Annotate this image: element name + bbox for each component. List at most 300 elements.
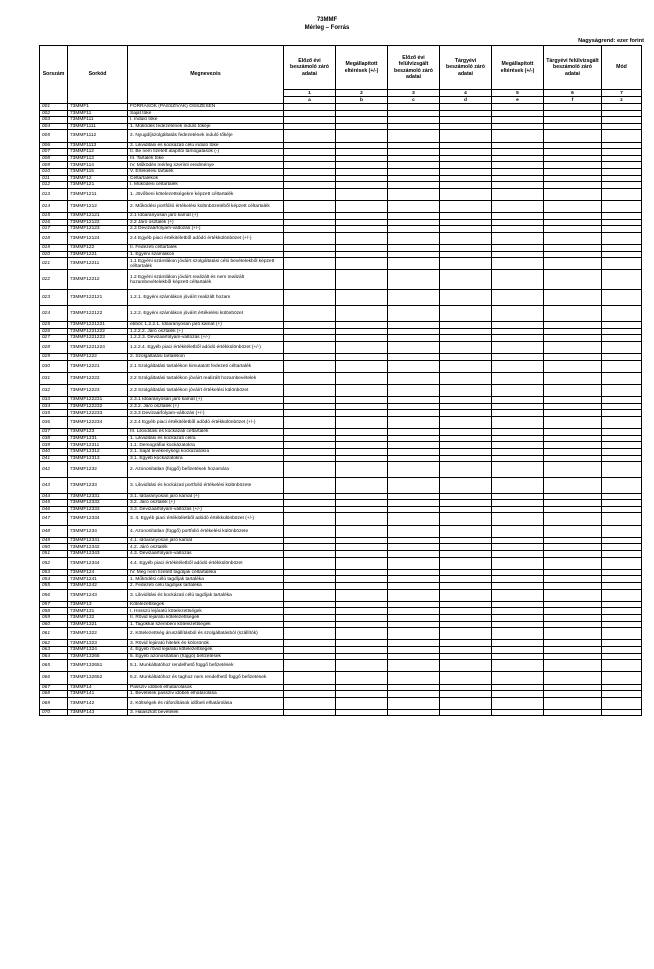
value-cell-7[interactable] [602, 130, 642, 142]
value-cell-6[interactable] [544, 569, 602, 576]
value-cell-7[interactable] [602, 341, 642, 353]
value-cell-6[interactable] [544, 697, 602, 709]
value-cell-5[interactable] [492, 270, 544, 290]
value-cell-5[interactable] [492, 123, 544, 130]
value-cell-2[interactable] [336, 477, 388, 493]
value-cell-2[interactable] [336, 448, 388, 455]
value-cell-6[interactable] [544, 142, 602, 149]
value-cell-4[interactable] [440, 448, 492, 455]
value-cell-4[interactable] [440, 175, 492, 182]
value-cell-3[interactable] [388, 123, 440, 130]
value-cell-5[interactable] [492, 525, 544, 537]
value-cell-7[interactable] [602, 672, 642, 684]
value-cell-5[interactable] [492, 691, 544, 698]
value-cell-1[interactable] [284, 506, 336, 513]
value-cell-1[interactable] [284, 621, 336, 628]
value-cell-7[interactable] [602, 601, 642, 608]
value-cell-7[interactable] [602, 435, 642, 442]
value-cell-4[interactable] [440, 258, 492, 270]
value-cell-7[interactable] [602, 525, 642, 537]
value-cell-6[interactable] [544, 462, 602, 478]
value-cell-1[interactable] [284, 123, 336, 130]
value-cell-2[interactable] [336, 341, 388, 353]
value-cell-6[interactable] [544, 130, 602, 142]
value-cell-3[interactable] [388, 290, 440, 306]
value-cell-2[interactable] [336, 155, 388, 162]
value-cell-5[interactable] [492, 684, 544, 691]
value-cell-3[interactable] [388, 251, 440, 258]
value-cell-2[interactable] [336, 104, 388, 111]
value-cell-4[interactable] [440, 525, 492, 537]
value-cell-4[interactable] [440, 601, 492, 608]
value-cell-6[interactable] [544, 551, 602, 558]
value-cell-6[interactable] [544, 537, 602, 544]
value-cell-6[interactable] [544, 709, 602, 716]
value-cell-7[interactable] [602, 589, 642, 601]
value-cell-2[interactable] [336, 213, 388, 220]
value-cell-5[interactable] [492, 583, 544, 590]
value-cell-2[interactable] [336, 442, 388, 449]
value-cell-3[interactable] [388, 360, 440, 372]
value-cell-4[interactable] [440, 232, 492, 244]
value-cell-7[interactable] [602, 245, 642, 252]
value-cell-4[interactable] [440, 123, 492, 130]
value-cell-4[interactable] [440, 162, 492, 169]
value-cell-7[interactable] [602, 493, 642, 500]
value-cell-5[interactable] [492, 557, 544, 569]
value-cell-6[interactable] [544, 372, 602, 384]
value-cell-1[interactable] [284, 557, 336, 569]
value-cell-6[interactable] [544, 416, 602, 428]
value-cell-4[interactable] [440, 416, 492, 428]
value-cell-2[interactable] [336, 188, 388, 200]
value-cell-6[interactable] [544, 660, 602, 672]
value-cell-6[interactable] [544, 691, 602, 698]
value-cell-1[interactable] [284, 360, 336, 372]
value-cell-4[interactable] [440, 200, 492, 212]
value-cell-5[interactable] [492, 142, 544, 149]
value-cell-6[interactable] [544, 589, 602, 601]
value-cell-4[interactable] [440, 270, 492, 290]
value-cell-1[interactable] [284, 525, 336, 537]
value-cell-5[interactable] [492, 601, 544, 608]
value-cell-7[interactable] [602, 155, 642, 162]
value-cell-6[interactable] [544, 328, 602, 335]
value-cell-1[interactable] [284, 500, 336, 507]
value-cell-6[interactable] [544, 175, 602, 182]
value-cell-5[interactable] [492, 341, 544, 353]
value-cell-3[interactable] [388, 403, 440, 410]
value-cell-4[interactable] [440, 251, 492, 258]
value-cell-7[interactable] [602, 557, 642, 569]
value-cell-3[interactable] [388, 200, 440, 212]
value-cell-7[interactable] [602, 551, 642, 558]
value-cell-2[interactable] [336, 162, 388, 169]
value-cell-7[interactable] [602, 513, 642, 525]
value-cell-1[interactable] [284, 117, 336, 124]
value-cell-3[interactable] [388, 270, 440, 290]
value-cell-3[interactable] [388, 341, 440, 353]
value-cell-7[interactable] [602, 477, 642, 493]
value-cell-3[interactable] [388, 621, 440, 628]
value-cell-1[interactable] [284, 341, 336, 353]
value-cell-6[interactable] [544, 403, 602, 410]
value-cell-3[interactable] [388, 306, 440, 322]
value-cell-2[interactable] [336, 500, 388, 507]
value-cell-1[interactable] [284, 168, 336, 175]
value-cell-7[interactable] [602, 258, 642, 270]
value-cell-5[interactable] [492, 448, 544, 455]
value-cell-1[interactable] [284, 709, 336, 716]
value-cell-2[interactable] [336, 525, 388, 537]
value-cell-1[interactable] [284, 155, 336, 162]
value-cell-5[interactable] [492, 372, 544, 384]
value-cell-2[interactable] [336, 537, 388, 544]
value-cell-2[interactable] [336, 672, 388, 684]
value-cell-3[interactable] [388, 117, 440, 124]
value-cell-7[interactable] [602, 614, 642, 621]
value-cell-1[interactable] [284, 493, 336, 500]
value-cell-2[interactable] [336, 640, 388, 647]
value-cell-1[interactable] [284, 258, 336, 270]
value-cell-6[interactable] [544, 226, 602, 233]
value-cell-1[interactable] [284, 448, 336, 455]
value-cell-2[interactable] [336, 328, 388, 335]
value-cell-2[interactable] [336, 335, 388, 342]
value-cell-2[interactable] [336, 232, 388, 244]
value-cell-7[interactable] [602, 583, 642, 590]
value-cell-1[interactable] [284, 583, 336, 590]
value-cell-3[interactable] [388, 477, 440, 493]
value-cell-6[interactable] [544, 149, 602, 156]
value-cell-2[interactable] [336, 168, 388, 175]
value-cell-2[interactable] [336, 455, 388, 462]
value-cell-1[interactable] [284, 462, 336, 478]
value-cell-6[interactable] [544, 601, 602, 608]
value-cell-1[interactable] [284, 245, 336, 252]
value-cell-4[interactable] [440, 397, 492, 404]
value-cell-5[interactable] [492, 104, 544, 111]
value-cell-2[interactable] [336, 290, 388, 306]
value-cell-1[interactable] [284, 104, 336, 111]
value-cell-3[interactable] [388, 429, 440, 436]
value-cell-2[interactable] [336, 506, 388, 513]
value-cell-4[interactable] [440, 306, 492, 322]
value-cell-7[interactable] [602, 117, 642, 124]
value-cell-4[interactable] [440, 628, 492, 640]
value-cell-4[interactable] [440, 341, 492, 353]
value-cell-3[interactable] [388, 684, 440, 691]
value-cell-2[interactable] [336, 354, 388, 361]
value-cell-7[interactable] [602, 397, 642, 404]
value-cell-3[interactable] [388, 576, 440, 583]
value-cell-3[interactable] [388, 448, 440, 455]
value-cell-1[interactable] [284, 672, 336, 684]
value-cell-7[interactable] [602, 188, 642, 200]
value-cell-4[interactable] [440, 403, 492, 410]
value-cell-2[interactable] [336, 628, 388, 640]
value-cell-5[interactable] [492, 551, 544, 558]
value-cell-1[interactable] [284, 435, 336, 442]
value-cell-7[interactable] [602, 354, 642, 361]
value-cell-3[interactable] [388, 110, 440, 117]
value-cell-7[interactable] [602, 213, 642, 220]
value-cell-6[interactable] [544, 384, 602, 396]
value-cell-5[interactable] [492, 569, 544, 576]
value-cell-5[interactable] [492, 493, 544, 500]
value-cell-3[interactable] [388, 182, 440, 189]
value-cell-1[interactable] [284, 372, 336, 384]
value-cell-3[interactable] [388, 188, 440, 200]
value-cell-2[interactable] [336, 601, 388, 608]
value-cell-1[interactable] [284, 328, 336, 335]
value-cell-7[interactable] [602, 200, 642, 212]
value-cell-6[interactable] [544, 513, 602, 525]
value-cell-6[interactable] [544, 290, 602, 306]
value-cell-3[interactable] [388, 162, 440, 169]
value-cell-6[interactable] [544, 110, 602, 117]
value-cell-7[interactable] [602, 182, 642, 189]
value-cell-4[interactable] [440, 226, 492, 233]
value-cell-6[interactable] [544, 397, 602, 404]
value-cell-2[interactable] [336, 589, 388, 601]
value-cell-1[interactable] [284, 646, 336, 653]
value-cell-4[interactable] [440, 110, 492, 117]
value-cell-1[interactable] [284, 290, 336, 306]
value-cell-6[interactable] [544, 335, 602, 342]
value-cell-1[interactable] [284, 162, 336, 169]
value-cell-3[interactable] [388, 232, 440, 244]
value-cell-4[interactable] [440, 219, 492, 226]
value-cell-7[interactable] [602, 226, 642, 233]
value-cell-5[interactable] [492, 130, 544, 142]
value-cell-5[interactable] [492, 397, 544, 404]
value-cell-6[interactable] [544, 162, 602, 169]
value-cell-3[interactable] [388, 660, 440, 672]
value-cell-7[interactable] [602, 506, 642, 513]
value-cell-6[interactable] [544, 182, 602, 189]
value-cell-6[interactable] [544, 493, 602, 500]
value-cell-7[interactable] [602, 149, 642, 156]
value-cell-5[interactable] [492, 709, 544, 716]
value-cell-7[interactable] [602, 306, 642, 322]
value-cell-3[interactable] [388, 397, 440, 404]
value-cell-6[interactable] [544, 117, 602, 124]
value-cell-2[interactable] [336, 583, 388, 590]
value-cell-2[interactable] [336, 684, 388, 691]
value-cell-6[interactable] [544, 104, 602, 111]
value-cell-6[interactable] [544, 155, 602, 162]
value-cell-1[interactable] [284, 513, 336, 525]
value-cell-7[interactable] [602, 416, 642, 428]
value-cell-4[interactable] [440, 640, 492, 647]
value-cell-5[interactable] [492, 614, 544, 621]
value-cell-5[interactable] [492, 513, 544, 525]
value-cell-2[interactable] [336, 513, 388, 525]
value-cell-2[interactable] [336, 551, 388, 558]
value-cell-5[interactable] [492, 110, 544, 117]
value-cell-6[interactable] [544, 672, 602, 684]
value-cell-2[interactable] [336, 709, 388, 716]
value-cell-4[interactable] [440, 360, 492, 372]
value-cell-6[interactable] [544, 628, 602, 640]
value-cell-1[interactable] [284, 354, 336, 361]
value-cell-2[interactable] [336, 462, 388, 478]
value-cell-6[interactable] [544, 232, 602, 244]
value-cell-2[interactable] [336, 360, 388, 372]
value-cell-3[interactable] [388, 258, 440, 270]
value-cell-7[interactable] [602, 335, 642, 342]
value-cell-3[interactable] [388, 462, 440, 478]
value-cell-6[interactable] [544, 544, 602, 551]
value-cell-4[interactable] [440, 142, 492, 149]
value-cell-3[interactable] [388, 525, 440, 537]
value-cell-1[interactable] [284, 691, 336, 698]
value-cell-4[interactable] [440, 551, 492, 558]
value-cell-2[interactable] [336, 435, 388, 442]
value-cell-5[interactable] [492, 360, 544, 372]
value-cell-5[interactable] [492, 506, 544, 513]
value-cell-7[interactable] [602, 640, 642, 647]
value-cell-7[interactable] [602, 621, 642, 628]
value-cell-6[interactable] [544, 219, 602, 226]
value-cell-4[interactable] [440, 697, 492, 709]
value-cell-1[interactable] [284, 477, 336, 493]
value-cell-6[interactable] [544, 251, 602, 258]
value-cell-5[interactable] [492, 646, 544, 653]
value-cell-2[interactable] [336, 557, 388, 569]
value-cell-5[interactable] [492, 188, 544, 200]
value-cell-3[interactable] [388, 614, 440, 621]
value-cell-5[interactable] [492, 335, 544, 342]
value-cell-3[interactable] [388, 410, 440, 417]
value-cell-1[interactable] [284, 306, 336, 322]
value-cell-2[interactable] [336, 200, 388, 212]
value-cell-6[interactable] [544, 614, 602, 621]
value-cell-1[interactable] [284, 226, 336, 233]
value-cell-5[interactable] [492, 219, 544, 226]
value-cell-2[interactable] [336, 142, 388, 149]
value-cell-3[interactable] [388, 442, 440, 449]
value-cell-3[interactable] [388, 384, 440, 396]
value-cell-5[interactable] [492, 117, 544, 124]
value-cell-4[interactable] [440, 614, 492, 621]
value-cell-1[interactable] [284, 589, 336, 601]
value-cell-5[interactable] [492, 455, 544, 462]
value-cell-1[interactable] [284, 130, 336, 142]
value-cell-2[interactable] [336, 614, 388, 621]
value-cell-7[interactable] [602, 270, 642, 290]
value-cell-2[interactable] [336, 123, 388, 130]
value-cell-5[interactable] [492, 660, 544, 672]
value-cell-4[interactable] [440, 410, 492, 417]
value-cell-5[interactable] [492, 290, 544, 306]
value-cell-6[interactable] [544, 306, 602, 322]
value-cell-6[interactable] [544, 168, 602, 175]
value-cell-3[interactable] [388, 213, 440, 220]
value-cell-7[interactable] [602, 290, 642, 306]
value-cell-4[interactable] [440, 608, 492, 615]
value-cell-3[interactable] [388, 493, 440, 500]
value-cell-1[interactable] [284, 653, 336, 660]
value-cell-5[interactable] [492, 628, 544, 640]
value-cell-2[interactable] [336, 697, 388, 709]
value-cell-6[interactable] [544, 123, 602, 130]
value-cell-7[interactable] [602, 384, 642, 396]
value-cell-4[interactable] [440, 589, 492, 601]
value-cell-4[interactable] [440, 372, 492, 384]
value-cell-2[interactable] [336, 493, 388, 500]
value-cell-2[interactable] [336, 660, 388, 672]
value-cell-5[interactable] [492, 462, 544, 478]
value-cell-7[interactable] [602, 455, 642, 462]
value-cell-7[interactable] [602, 219, 642, 226]
value-cell-1[interactable] [284, 455, 336, 462]
value-cell-2[interactable] [336, 569, 388, 576]
value-cell-7[interactable] [602, 576, 642, 583]
value-cell-1[interactable] [284, 110, 336, 117]
value-cell-4[interactable] [440, 653, 492, 660]
value-cell-5[interactable] [492, 608, 544, 615]
value-cell-1[interactable] [284, 213, 336, 220]
value-cell-7[interactable] [602, 628, 642, 640]
value-cell-2[interactable] [336, 372, 388, 384]
value-cell-1[interactable] [284, 142, 336, 149]
value-cell-3[interactable] [388, 226, 440, 233]
value-cell-3[interactable] [388, 544, 440, 551]
value-cell-1[interactable] [284, 551, 336, 558]
value-cell-3[interactable] [388, 130, 440, 142]
value-cell-4[interactable] [440, 477, 492, 493]
value-cell-4[interactable] [440, 462, 492, 478]
value-cell-4[interactable] [440, 513, 492, 525]
value-cell-5[interactable] [492, 429, 544, 436]
value-cell-4[interactable] [440, 455, 492, 462]
value-cell-7[interactable] [602, 142, 642, 149]
value-cell-1[interactable] [284, 270, 336, 290]
value-cell-1[interactable] [284, 537, 336, 544]
value-cell-6[interactable] [544, 557, 602, 569]
value-cell-5[interactable] [492, 500, 544, 507]
value-cell-2[interactable] [336, 245, 388, 252]
value-cell-7[interactable] [602, 168, 642, 175]
value-cell-5[interactable] [492, 328, 544, 335]
value-cell-1[interactable] [284, 232, 336, 244]
value-cell-6[interactable] [544, 576, 602, 583]
value-cell-5[interactable] [492, 403, 544, 410]
value-cell-4[interactable] [440, 544, 492, 551]
value-cell-2[interactable] [336, 117, 388, 124]
value-cell-6[interactable] [544, 525, 602, 537]
value-cell-6[interactable] [544, 270, 602, 290]
value-cell-2[interactable] [336, 182, 388, 189]
value-cell-3[interactable] [388, 142, 440, 149]
value-cell-2[interactable] [336, 270, 388, 290]
value-cell-4[interactable] [440, 557, 492, 569]
value-cell-4[interactable] [440, 213, 492, 220]
value-cell-6[interactable] [544, 653, 602, 660]
value-cell-2[interactable] [336, 110, 388, 117]
value-cell-7[interactable] [602, 537, 642, 544]
value-cell-4[interactable] [440, 354, 492, 361]
value-cell-6[interactable] [544, 354, 602, 361]
value-cell-6[interactable] [544, 200, 602, 212]
value-cell-5[interactable] [492, 322, 544, 329]
value-cell-1[interactable] [284, 608, 336, 615]
value-cell-5[interactable] [492, 162, 544, 169]
value-cell-3[interactable] [388, 697, 440, 709]
value-cell-3[interactable] [388, 672, 440, 684]
